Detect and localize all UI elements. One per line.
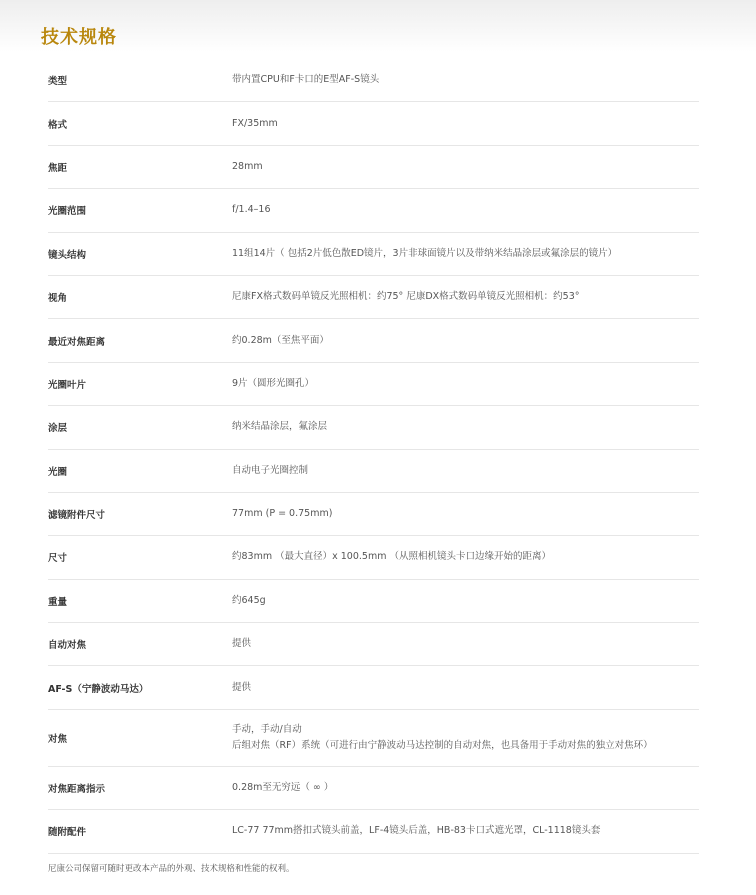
spec-row-weight xyxy=(48,580,699,623)
spec-row-type xyxy=(48,59,699,102)
spec-label: 对焦 xyxy=(48,733,68,745)
spec-value: 提供 xyxy=(232,638,252,650)
spec-label: 涂层 xyxy=(48,423,68,435)
spec-row-distance-scale xyxy=(48,767,699,810)
spec-row-filter-size xyxy=(48,493,699,536)
spec-value: 77mm (P = 0.75mm) xyxy=(232,508,333,520)
spec-value: FX/35mm xyxy=(232,117,278,129)
spec-label: 对焦距离指示 xyxy=(48,784,106,796)
spec-row-format xyxy=(48,102,699,145)
spec-value-line: 手动，手动/自动 xyxy=(232,723,302,735)
spec-row-autofocus xyxy=(48,623,699,666)
spec-row-lens-construction xyxy=(48,233,699,276)
spec-value: 约645g xyxy=(232,594,266,606)
spec-row-accessories xyxy=(48,810,699,853)
spec-label: 焦距 xyxy=(48,162,68,174)
spec-value: 自动电子光圈控制 xyxy=(232,464,309,476)
spec-value xyxy=(232,722,699,754)
spec-row-focal-length xyxy=(48,146,699,189)
page-title: 技术规格 xyxy=(41,27,117,48)
spec-value: 约0.28m（至焦平面） xyxy=(232,334,329,346)
footnote: 尼康公司保留可随时更改本产品的外观、技术规格和性能的权利。 xyxy=(48,864,295,874)
spec-value: 尼康FX格式数码单镜反光照相机：约75° 尼康DX格式数码单镜反光照相机：约53° xyxy=(232,291,580,303)
spec-label: 格式 xyxy=(48,119,68,131)
spec-row-aperture-range xyxy=(48,189,699,232)
spec-label: 视角 xyxy=(48,293,68,305)
spec-label: 滤镜附件尺寸 xyxy=(48,510,106,522)
spec-value: 28mm xyxy=(232,160,263,172)
spec-value: 0.28m至无穷远（ ∞ ） xyxy=(232,782,334,794)
spec-value: 纳米结晶涂层，氟涂层 xyxy=(232,421,328,433)
spec-value: 11组14片（ 包括2片低色散ED镜片，3片非球面镜片以及带纳米结晶涂层或氟涂层的镜片） xyxy=(232,247,618,259)
spec-row-af-s xyxy=(48,666,699,709)
spec-value: f/1.4–16 xyxy=(232,204,271,216)
spec-label: 镜头结构 xyxy=(48,249,87,261)
spec-label: 类型 xyxy=(48,76,68,88)
spec-value: 9片（圆形光圈孔） xyxy=(232,377,315,389)
spec-label: AF-S（宁静波动马达） xyxy=(48,683,149,695)
spec-label: 光圈 xyxy=(48,466,68,478)
spec-value: LC-77 77mm搭扣式镜头前盖，LF-4镜头后盖，HB-83卡口式遮光罩，CL-1118镜头套 xyxy=(232,825,601,837)
spec-value: 提供 xyxy=(232,681,252,693)
spec-label: 尺寸 xyxy=(48,553,68,565)
spec-row-min-focus-distance xyxy=(48,319,699,362)
spec-row-dimensions xyxy=(48,536,699,579)
spec-value-line: 后组对焦（RF）系统（可进行由宁静波动马达控制的自动对焦，也具备用于手动对焦的独立对焦环） xyxy=(232,739,653,751)
spec-row-diaphragm-blades xyxy=(48,363,699,406)
spec-label: 光圈叶片 xyxy=(48,379,87,391)
spec-table xyxy=(48,59,699,854)
spec-label: 自动对焦 xyxy=(48,640,87,652)
spec-value: 约83mm （最大直径）x 100.5mm （从照相机镜头卡口边缘开始的距离） xyxy=(232,551,551,563)
spec-row-focusing xyxy=(48,710,699,767)
spec-label: 光圈范围 xyxy=(48,206,87,218)
spec-label: 重量 xyxy=(48,596,68,608)
spec-label: 随附配件 xyxy=(48,827,87,839)
spec-label: 最近对焦距离 xyxy=(48,336,106,348)
spec-row-diaphragm xyxy=(48,450,699,493)
spec-row-coating xyxy=(48,406,699,449)
spec-value: 带内置CPU和F卡口的E型AF-S镜头 xyxy=(232,74,380,86)
spec-row-angle-of-view xyxy=(48,276,699,319)
